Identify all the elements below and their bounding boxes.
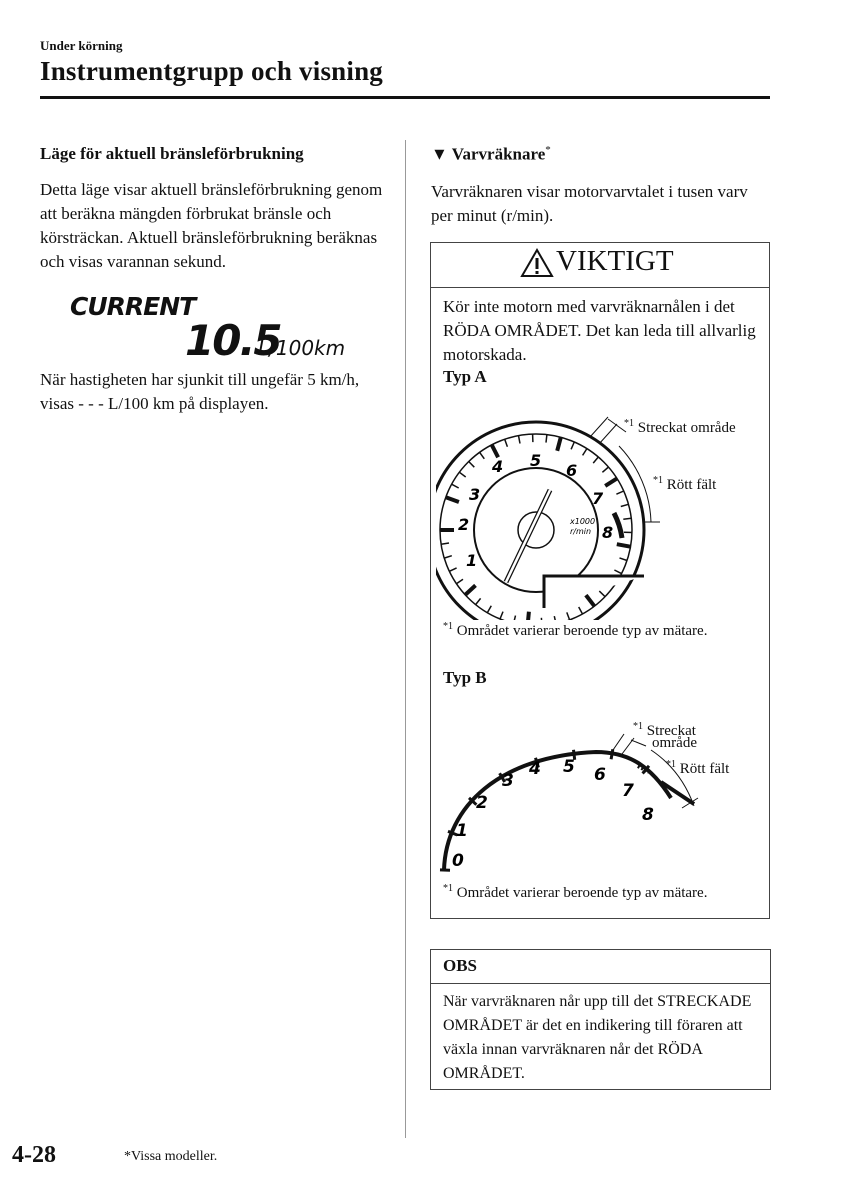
gauge-a-unit-bottom: r/min bbox=[570, 527, 592, 536]
gauge-a-callout-red: $^{*1}$ Rött fält bbox=[653, 475, 717, 493]
section-label: Under körning bbox=[40, 38, 123, 53]
typ-b-label: Typ B bbox=[443, 668, 487, 687]
low-speed-note: När hastigheten har sjunkit till ungefär 5 km/h, visas - - - L/100 km på displayen. bbox=[40, 370, 360, 413]
note-text: När varvräknaren når upp till det STRECKADE OMRÅDET är det en indikering till föraren att växla innan varvräknaren når det RÖDA OMRÅDET. bbox=[443, 993, 752, 1082]
note-title: OBS bbox=[443, 956, 478, 975]
gauge-a-label-8: 8 bbox=[602, 523, 614, 542]
footer-note: *Vissa modeller. bbox=[124, 1149, 218, 1164]
gauge-a-tick bbox=[528, 612, 529, 620]
tachometer-heading-text: Varvräknare bbox=[451, 144, 546, 164]
gauge-b-ticks bbox=[440, 749, 671, 870]
gauge-b-label-0: 0 bbox=[452, 851, 464, 871]
warning-text: Kör inte motorn med varvräknarnålen i det RÖDA OMRÅDET. Det kan leda till allvarlig motorskada. bbox=[443, 297, 756, 364]
gauge-a-label-2: 2 bbox=[458, 515, 470, 534]
gauge-b-label-7: 7 bbox=[622, 781, 634, 801]
gauge-a-tick bbox=[617, 544, 631, 547]
display-unit: L/100km bbox=[258, 336, 346, 360]
gauge-a-footnote: $^{*1}$ Området varierar beroende typ av mätare. bbox=[443, 621, 708, 639]
warning-title: VIKTIGT bbox=[556, 245, 674, 277]
gauge-a-callout-dashed: $^{*1}$ Streckat område bbox=[624, 418, 736, 436]
gauge-b-label-2: 2 bbox=[476, 793, 488, 813]
warning-icon bbox=[520, 248, 554, 278]
title-rule bbox=[40, 96, 770, 99]
gauge-b-callout-red: $^{*1}$ Rött fält bbox=[666, 759, 730, 777]
gauge-b-label-4: 4 bbox=[529, 759, 541, 779]
column-divider bbox=[405, 140, 406, 1138]
fuel-mode-description: Detta läge visar aktuell bränsleförbrukning genom att beräkna mängden förbrukat bränsle och körsträckan. Aktuell bränsleförbrukning beräknas och visas varannan sekund. bbox=[40, 180, 383, 271]
tachometer-heading bbox=[431, 144, 551, 165]
tachometer-type-b-diagram bbox=[436, 710, 770, 880]
gauge-b-tick bbox=[611, 749, 613, 759]
gauge-b-callout-dashed: $^{*1}$ Streckat bbox=[633, 721, 696, 739]
display-value: 10.5 bbox=[185, 316, 281, 365]
gauge-a-label-5: 5 bbox=[530, 451, 542, 470]
gauge-b-label-5: 5 bbox=[563, 757, 575, 777]
gauge-b-label-1: 1 bbox=[456, 821, 468, 841]
gauge-b-label-8: 8 bbox=[642, 805, 654, 825]
gauge-a-label-3: 3 bbox=[469, 485, 481, 504]
gauge-a-label-1: 1 bbox=[466, 551, 478, 570]
gauge-b-footnote: $^{*1}$ Området varierar beroende typ av mätare. bbox=[443, 883, 708, 901]
gauge-a-tick bbox=[623, 518, 631, 519]
gauge-a-tick bbox=[541, 618, 542, 620]
heading-asterisk: * bbox=[545, 144, 551, 156]
gauge-a-label-4: 4 bbox=[492, 457, 504, 476]
gauge-a-label-7: 7 bbox=[592, 489, 604, 508]
tachometer-description: Varvräknaren visar motorvarvtalet i tusen varv per minut (r/min). bbox=[431, 182, 748, 225]
note-header bbox=[431, 950, 770, 984]
page-title: Instrumentgrupp och visning bbox=[40, 56, 383, 86]
page-number: 4-28 bbox=[12, 1142, 56, 1168]
gauge-b-callout-dashed-line2: område bbox=[652, 735, 697, 751]
display-mode-label: CURRENT bbox=[70, 292, 196, 321]
typ-a-label: Typ A bbox=[443, 367, 487, 386]
triangle-down-icon: ▼ bbox=[431, 144, 448, 164]
gauge-a-tick bbox=[546, 435, 547, 443]
fuel-mode-heading: Läge för aktuell bränsleförbrukning bbox=[40, 144, 304, 163]
gauge-a-label-6: 6 bbox=[566, 461, 578, 480]
tachometer-type-a-diagram bbox=[436, 410, 770, 620]
gauge-a-unit-top: x1000 bbox=[570, 517, 596, 526]
gauge-b-label-3: 3 bbox=[502, 771, 514, 791]
gauge-b-label-6: 6 bbox=[594, 765, 606, 785]
